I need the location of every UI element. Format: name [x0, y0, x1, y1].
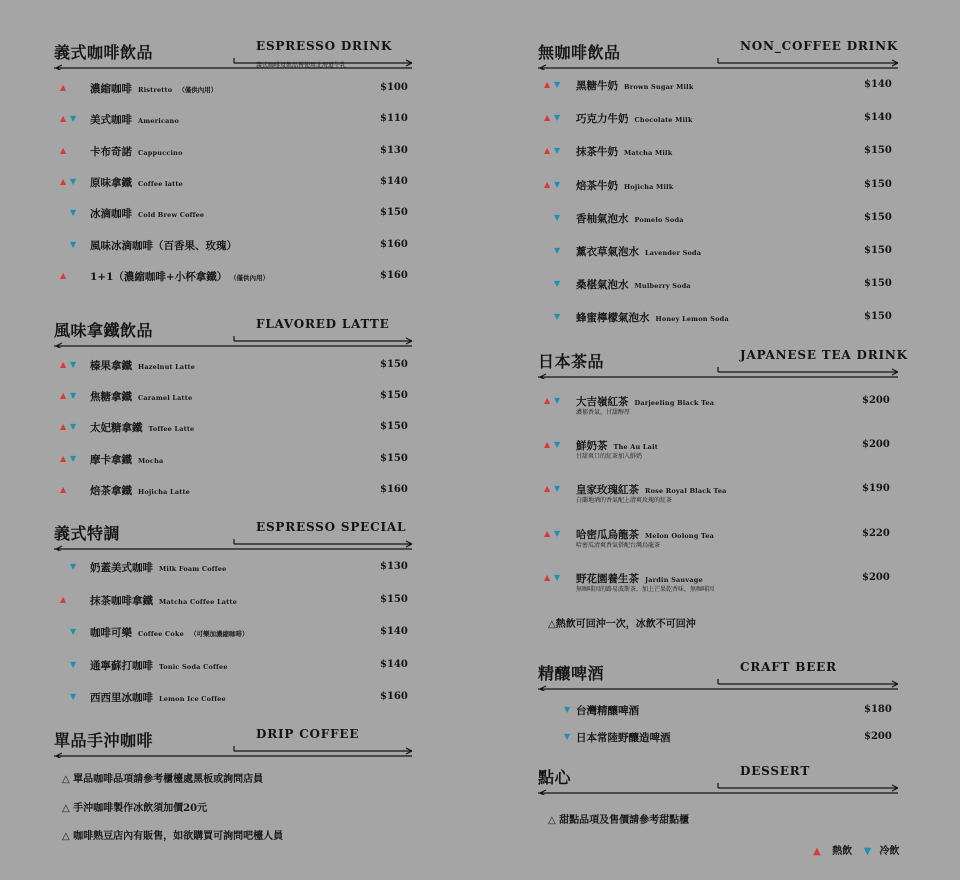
- section-title-zh: 日本茶品: [538, 352, 605, 371]
- section-title-zh: 義式咖啡飲品: [54, 43, 154, 62]
- menu-item: [0, 358, 480, 374]
- cold-triangle-icon: ▼: [70, 114, 77, 124]
- item-price: $150: [864, 245, 892, 256]
- item-name-en: Caramel Latte: [138, 394, 193, 403]
- hot-triangle-icon: ▲: [813, 846, 821, 857]
- hot-triangle-icon: ▲: [544, 440, 551, 450]
- item-name-en: Matcha Coffee Latte: [159, 597, 237, 606]
- section-header: [0, 318, 480, 352]
- section-title-en: DESSERT: [740, 764, 811, 778]
- menu-item: [0, 452, 480, 468]
- section-divider: [538, 355, 902, 379]
- section-dessert: [480, 764, 960, 826]
- hot-triangle-icon: ▲: [544, 572, 551, 582]
- menu-item: [480, 571, 960, 593]
- item-name-en: Mocha: [138, 456, 164, 465]
- section-espresso-drink: [0, 39, 480, 283]
- item-name: [576, 730, 671, 745]
- section-divider: [538, 667, 902, 691]
- item-price: $180: [864, 704, 892, 715]
- cold-triangle-icon: ▼: [70, 562, 77, 571]
- item-name-en: Cold Brew Coffee: [138, 211, 205, 220]
- temperature-icons: [60, 453, 82, 465]
- hot-triangle-icon: ▲: [544, 146, 551, 156]
- temperature-icons: [60, 691, 82, 703]
- item-name-en: Americano: [138, 117, 179, 126]
- section-divider: [54, 324, 416, 348]
- legend-cold: [864, 846, 900, 857]
- section-header: [0, 521, 480, 555]
- cold-triangle-icon: ▼: [554, 246, 561, 255]
- cold-triangle-icon: ▼: [554, 440, 561, 450]
- section-craft-beer: [480, 660, 960, 744]
- item-name-zh: 抹茶咖啡拿鐵: [90, 594, 153, 607]
- temperature-icons: [544, 179, 566, 191]
- cold-triangle-icon: ▼: [554, 179, 561, 189]
- drip-note-line: △ 咖啡熟豆店內有販售，如欲購買可詢問吧檯人員: [62, 831, 284, 842]
- menu-item: [0, 112, 480, 128]
- temperature-icons: [544, 278, 566, 290]
- hot-triangle-icon: ▲: [544, 179, 551, 189]
- item-name: [90, 238, 237, 253]
- menu-item: [480, 244, 960, 260]
- menu-item: [0, 593, 480, 609]
- item-name: [90, 206, 204, 221]
- item-name-zh: 濃縮咖啡: [90, 83, 132, 95]
- temperature-icons: [60, 207, 82, 219]
- item-price: $150: [380, 390, 408, 402]
- item-name: [576, 277, 691, 292]
- cold-triangle-icon: ▼: [70, 627, 77, 636]
- item-name-zh: 大吉嶺紅茶: [576, 396, 629, 408]
- temperature-icons: [544, 245, 566, 257]
- cold-triangle-icon: ▼: [70, 176, 77, 186]
- item-name: [90, 483, 190, 498]
- cold-triangle-icon: ▼: [70, 422, 77, 432]
- temperature-icons: [544, 311, 566, 323]
- item-price: $200: [864, 731, 892, 742]
- hot-triangle-icon: ▲: [60, 391, 67, 401]
- section-divider: [54, 46, 416, 70]
- cold-triangle-icon: ▼: [554, 528, 561, 538]
- item-name-zh: 香柚氣泡水: [576, 212, 629, 225]
- item-name: [576, 211, 684, 226]
- item-description: 哈密瓜清爽香氣搭配台灣烏龍茶: [576, 541, 661, 549]
- item-name: [90, 658, 228, 673]
- temperature-icons: [60, 270, 82, 282]
- item-price: $200: [862, 395, 890, 406]
- temperature-icons: [544, 528, 566, 540]
- temperature-icons: [544, 212, 566, 224]
- menu-item: [480, 394, 960, 416]
- cold-triangle-icon: ▼: [70, 360, 77, 369]
- section-title-en: FLAVORED LATTE: [256, 317, 390, 331]
- item-name-en: Coffee Coke: [138, 630, 184, 638]
- temperature-icons: [544, 439, 566, 451]
- item-name: [90, 452, 163, 467]
- menu-item: [0, 690, 480, 706]
- item-price: $200: [862, 439, 890, 451]
- section-title-en: ESPRESSO SPECIAL: [256, 520, 407, 534]
- item-name-zh: 咖啡可樂: [90, 627, 132, 639]
- section-title-en: ESPRESSO DRINK: [256, 39, 393, 53]
- item-price: $140: [864, 79, 892, 90]
- section-japanese-tea: [480, 348, 960, 630]
- item-name-zh: 冰滴咖啡: [90, 208, 132, 221]
- item-price: $160: [380, 238, 408, 250]
- item-name-en: Cappuccino: [138, 148, 183, 157]
- item-name-en: Lemon Ice Coffee: [159, 695, 226, 703]
- hot-triangle-icon: ▲: [60, 83, 67, 92]
- item-name: [576, 144, 672, 159]
- item-name-en: Hazelnut Latte: [138, 363, 196, 371]
- cold-triangle-icon: ▼: [554, 484, 561, 494]
- menu-item: [0, 238, 480, 254]
- temperature-icons: [60, 239, 82, 251]
- section-drip-coffee: [0, 727, 480, 842]
- item-name-zh: 皇家玫瑰紅茶: [576, 484, 639, 497]
- item-name-zh: 卡布奇諾: [90, 145, 132, 158]
- hot-triangle-icon: ▲: [60, 453, 67, 463]
- item-name-zh: 風味冰滴咖啡（百香果、玫瑰）: [90, 239, 237, 252]
- item-name-zh: 焙茶拿鐵: [90, 484, 132, 497]
- menu-item: [480, 730, 960, 746]
- section-header: [480, 661, 960, 695]
- hot-triangle-icon: ▲: [60, 176, 67, 186]
- menu-item: [480, 144, 960, 160]
- section-title-zh: 風味拿鐵飲品: [54, 321, 154, 340]
- item-price: $150: [864, 145, 892, 157]
- item-name: [576, 310, 729, 325]
- hot-triangle-icon: ▲: [60, 422, 67, 432]
- cold-triangle-icon: ▼: [554, 212, 561, 222]
- item-name: [90, 144, 183, 159]
- item-price: $150: [864, 178, 892, 190]
- item-name: [90, 175, 183, 190]
- menu-item: [0, 560, 480, 576]
- item-price: $160: [380, 691, 408, 702]
- hot-triangle-icon: ▲: [544, 528, 551, 538]
- temperature-icons: [60, 145, 82, 157]
- item-name-zh: 美式咖啡: [90, 114, 132, 127]
- item-name-zh: 焦糖拿鐵: [90, 391, 132, 404]
- item-price: $190: [862, 483, 890, 495]
- item-price: $100: [380, 82, 408, 93]
- item-name-zh: 鮮奶茶: [576, 440, 608, 453]
- item-price: $150: [380, 593, 408, 605]
- item-price: $140: [380, 175, 408, 187]
- item-name-en: Coffee latte: [138, 179, 183, 188]
- temperature-icons: [60, 82, 82, 94]
- item-name-en: Chocolate Milk: [634, 116, 693, 125]
- temperature-icons: [544, 395, 566, 407]
- hot-triangle-icon: ▲: [544, 484, 551, 494]
- temperature-icons: [554, 704, 576, 716]
- cold-triangle-icon: ▼: [70, 239, 77, 249]
- temperature-icons: [544, 145, 566, 157]
- item-price: $130: [380, 561, 408, 572]
- item-name: [90, 358, 195, 373]
- hot-cold-legend: [813, 842, 907, 857]
- legend-hot-label: 熱飲: [832, 846, 853, 857]
- menu-item: [0, 175, 480, 191]
- item-name-zh: 哈密瓜烏龍茶: [576, 528, 639, 541]
- item-name-zh: 榛果拿鐵: [90, 360, 132, 372]
- drip-note-line: △ 單品咖啡品項請參考櫃檯處黑板或詢問店員: [62, 774, 264, 785]
- item-name: [90, 269, 269, 284]
- cold-triangle-icon: ▼: [554, 279, 561, 289]
- menu-item: [480, 527, 960, 549]
- cold-triangle-icon: ▼: [564, 705, 571, 714]
- item-name-en: The Au Lait: [613, 443, 658, 452]
- item-name: [576, 111, 693, 126]
- hot-triangle-icon: ▲: [544, 113, 551, 123]
- temperature-icons: [544, 79, 566, 91]
- item-name-en: Melon Oolong Tea: [645, 531, 715, 540]
- section-espresso-special: [0, 520, 480, 704]
- menu-item: [0, 658, 480, 674]
- section-non-coffee: [480, 39, 960, 325]
- section-title-zh: 單品手沖咖啡: [54, 731, 154, 750]
- temperature-icons: [544, 483, 566, 495]
- menu-item: [480, 277, 960, 293]
- cold-triangle-icon: ▼: [554, 146, 561, 156]
- section-title-zh: 精釀啤酒: [538, 664, 605, 683]
- temperature-icons: [60, 659, 82, 671]
- item-name-zh: 原味拿鐵: [90, 176, 132, 189]
- section-header: [480, 40, 960, 74]
- cold-triangle-icon: ▼: [863, 846, 872, 857]
- temperature-icons: [60, 594, 82, 606]
- legend-cold-label: 冷飲: [879, 846, 900, 857]
- menu-item: [480, 211, 960, 227]
- menu-item: [480, 482, 960, 505]
- item-price: $140: [380, 658, 408, 670]
- cold-triangle-icon: ▼: [554, 312, 561, 322]
- item-name-en: Honey Lemon Soda: [655, 315, 729, 324]
- temperature-icons: [60, 113, 82, 125]
- item-name-zh: 桑椹氣泡水: [576, 279, 629, 292]
- item-name: [90, 560, 226, 575]
- item-name-en: Darjeeling Black Tea: [634, 399, 715, 407]
- item-note: （僅供內用）: [178, 86, 218, 94]
- item-name: [90, 112, 179, 127]
- menu-item: [0, 625, 480, 641]
- legend-hot: [813, 846, 852, 857]
- item-price: $160: [380, 269, 408, 281]
- menu-item: [480, 438, 960, 461]
- cold-triangle-icon: ▼: [554, 80, 561, 89]
- cold-triangle-icon: ▼: [554, 113, 561, 123]
- item-name-zh: 焙茶牛奶: [576, 179, 618, 192]
- item-name-en: Ristretto: [138, 86, 173, 94]
- item-name: [576, 703, 639, 718]
- tea-refill-note: △熱飲可回沖一次，冰飲不可回沖: [548, 619, 696, 630]
- item-description: 白蘭地酒的香氣配上清爽玫瑰的紅茶: [576, 497, 673, 505]
- menu-item: [480, 178, 960, 194]
- section-header: [0, 40, 480, 74]
- item-name-zh: 黑糖牛奶: [576, 80, 618, 92]
- item-name-en: Tonic Soda Coffee: [159, 662, 228, 671]
- section-divider: [54, 734, 416, 758]
- item-description: 濃郁香氣，甘甜醇厚: [576, 409, 631, 416]
- temperature-icons: [554, 731, 576, 743]
- item-price: $110: [380, 113, 408, 125]
- menu-item: [0, 144, 480, 160]
- section-header: [0, 728, 480, 762]
- item-price: $140: [864, 112, 892, 124]
- item-name-zh: 通寧蘇打咖啡: [90, 659, 153, 672]
- hot-triangle-icon: ▲: [60, 360, 67, 369]
- item-name-zh: 日本常陸野釀造啤酒: [576, 732, 671, 744]
- item-name: [90, 420, 194, 435]
- item-name-en: Hojicha Latte: [138, 487, 190, 496]
- hot-triangle-icon: ▲: [60, 594, 67, 604]
- cold-triangle-icon: ▼: [70, 453, 77, 463]
- menu-item: [0, 483, 480, 499]
- hot-triangle-icon: ▲: [60, 114, 67, 124]
- section-header: [480, 765, 960, 799]
- hot-triangle-icon: ▲: [544, 396, 551, 405]
- temperature-icons: [60, 359, 82, 371]
- temperature-icons: [60, 484, 82, 496]
- menu-item: [480, 111, 960, 127]
- item-name: [576, 78, 694, 93]
- section-title-en: JAPANESE TEA DRINK: [740, 348, 908, 362]
- item-name-en: Jardin Sauvage: [645, 575, 703, 584]
- section-title-en: CRAFT BEER: [740, 660, 837, 674]
- section-title-zh: 義式特調: [54, 524, 121, 543]
- section-title-en: NON_COFFEE DRINK: [740, 39, 899, 53]
- temperature-icons: [60, 176, 82, 188]
- item-name-zh: 奶蓋美式咖啡: [90, 562, 153, 574]
- drip-note-line: △ 手沖咖啡製作冰飲須加價20元: [62, 803, 208, 814]
- cold-triangle-icon: ▼: [70, 692, 77, 701]
- section-flavored-latte: [0, 317, 480, 497]
- section-title-zh: 點心: [538, 768, 572, 787]
- cold-triangle-icon: ▼: [554, 572, 561, 582]
- item-price: $220: [862, 527, 890, 539]
- item-price: $140: [380, 626, 408, 637]
- item-name: [90, 389, 192, 404]
- section-title-zh: 無咖啡飲品: [538, 43, 621, 62]
- section-title-en: DRIP COFFEE: [256, 727, 360, 741]
- menu-item: [480, 78, 960, 94]
- temperature-icons: [60, 626, 82, 638]
- item-name-en: Lavender Soda: [645, 249, 702, 257]
- temperature-icons: [544, 112, 566, 124]
- temperature-icons: [544, 572, 566, 584]
- item-name-zh: 1+1（濃縮咖啡+小杯拿鐵）: [90, 270, 228, 283]
- hot-triangle-icon: ▲: [60, 145, 67, 155]
- item-name: [576, 178, 674, 193]
- item-name: [576, 244, 701, 259]
- item-name: [90, 690, 226, 705]
- item-price: $150: [380, 421, 408, 433]
- item-name-zh: 西西里冰咖啡: [90, 692, 153, 704]
- temperature-icons: [60, 421, 82, 433]
- item-name-zh: 蜂蜜檸檬氣泡水: [576, 312, 650, 325]
- item-description: 甘甜爽口的紅茶加入鮮奶: [576, 453, 643, 461]
- item-name-en: Brown Sugar Milk: [624, 83, 694, 91]
- hot-triangle-icon: ▲: [60, 270, 67, 280]
- item-name: [90, 593, 237, 608]
- item-price: $150: [864, 278, 892, 290]
- item-name-zh: 野花園養生茶: [576, 572, 639, 585]
- temperature-icons: [60, 561, 82, 573]
- item-price: $160: [380, 483, 408, 495]
- section-divider: [54, 527, 416, 551]
- item-name-en: Mulberry Soda: [634, 282, 691, 291]
- item-name-en: Hojicha Milk: [624, 182, 674, 191]
- item-price: $150: [864, 211, 892, 223]
- item-note: （可樂加濃縮咖啡）: [189, 630, 249, 638]
- item-name-en: Milk Foam Coffee: [159, 565, 227, 573]
- item-name-en: Pomelo Soda: [634, 215, 684, 224]
- item-name-zh: 巧克力牛奶: [576, 113, 629, 126]
- section-divider: [538, 771, 902, 795]
- item-name: [90, 625, 248, 640]
- item-name-zh: 抹茶牛奶: [576, 146, 618, 159]
- dessert-note-line: △ 甜點品項及售價請參考甜點櫃: [548, 815, 690, 826]
- item-price: $130: [380, 144, 408, 156]
- item-name: [90, 81, 217, 96]
- cold-triangle-icon: ▼: [70, 659, 77, 669]
- cold-triangle-icon: ▼: [564, 732, 571, 741]
- item-price: $150: [864, 311, 892, 323]
- menu-item: [480, 310, 960, 326]
- menu-item: [0, 420, 480, 436]
- cold-triangle-icon: ▼: [70, 391, 77, 401]
- item-price: $150: [380, 359, 408, 370]
- hot-triangle-icon: ▲: [60, 484, 67, 494]
- menu-item: [0, 206, 480, 222]
- menu-item: [480, 703, 960, 719]
- cold-triangle-icon: ▼: [554, 396, 561, 405]
- item-price: $150: [380, 207, 408, 219]
- item-name-zh: 太妃糖拿鐵: [90, 422, 143, 435]
- item-price: $200: [862, 571, 890, 583]
- item-name-en: Matcha Milk: [624, 149, 673, 158]
- hot-triangle-icon: ▲: [544, 80, 551, 89]
- item-name-zh: 摩卡拿鐵: [90, 453, 132, 466]
- item-name-en: Toffee Latte: [148, 425, 195, 434]
- item-name-zh: 台灣精釀啤酒: [576, 705, 639, 717]
- menu-item: [0, 389, 480, 405]
- cold-triangle-icon: ▼: [70, 208, 77, 218]
- item-name-zh: 薰衣草氣泡水: [576, 246, 639, 258]
- item-name-en: Rose Royal Black Tea: [645, 487, 727, 496]
- item-price: $150: [380, 452, 408, 464]
- temperature-icons: [60, 390, 82, 402]
- section-divider: [538, 46, 902, 70]
- section-header: [480, 349, 960, 383]
- item-description: 無咖啡因的路易波斯茶，加上芒果乾香味，無咖啡因: [576, 585, 715, 593]
- section-note: 義式咖啡及飲品皆使用北海道牛乳: [256, 62, 347, 69]
- menu-item: [0, 81, 480, 97]
- item-note: （僅供內用）: [233, 273, 269, 282]
- menu-item: [0, 269, 480, 285]
